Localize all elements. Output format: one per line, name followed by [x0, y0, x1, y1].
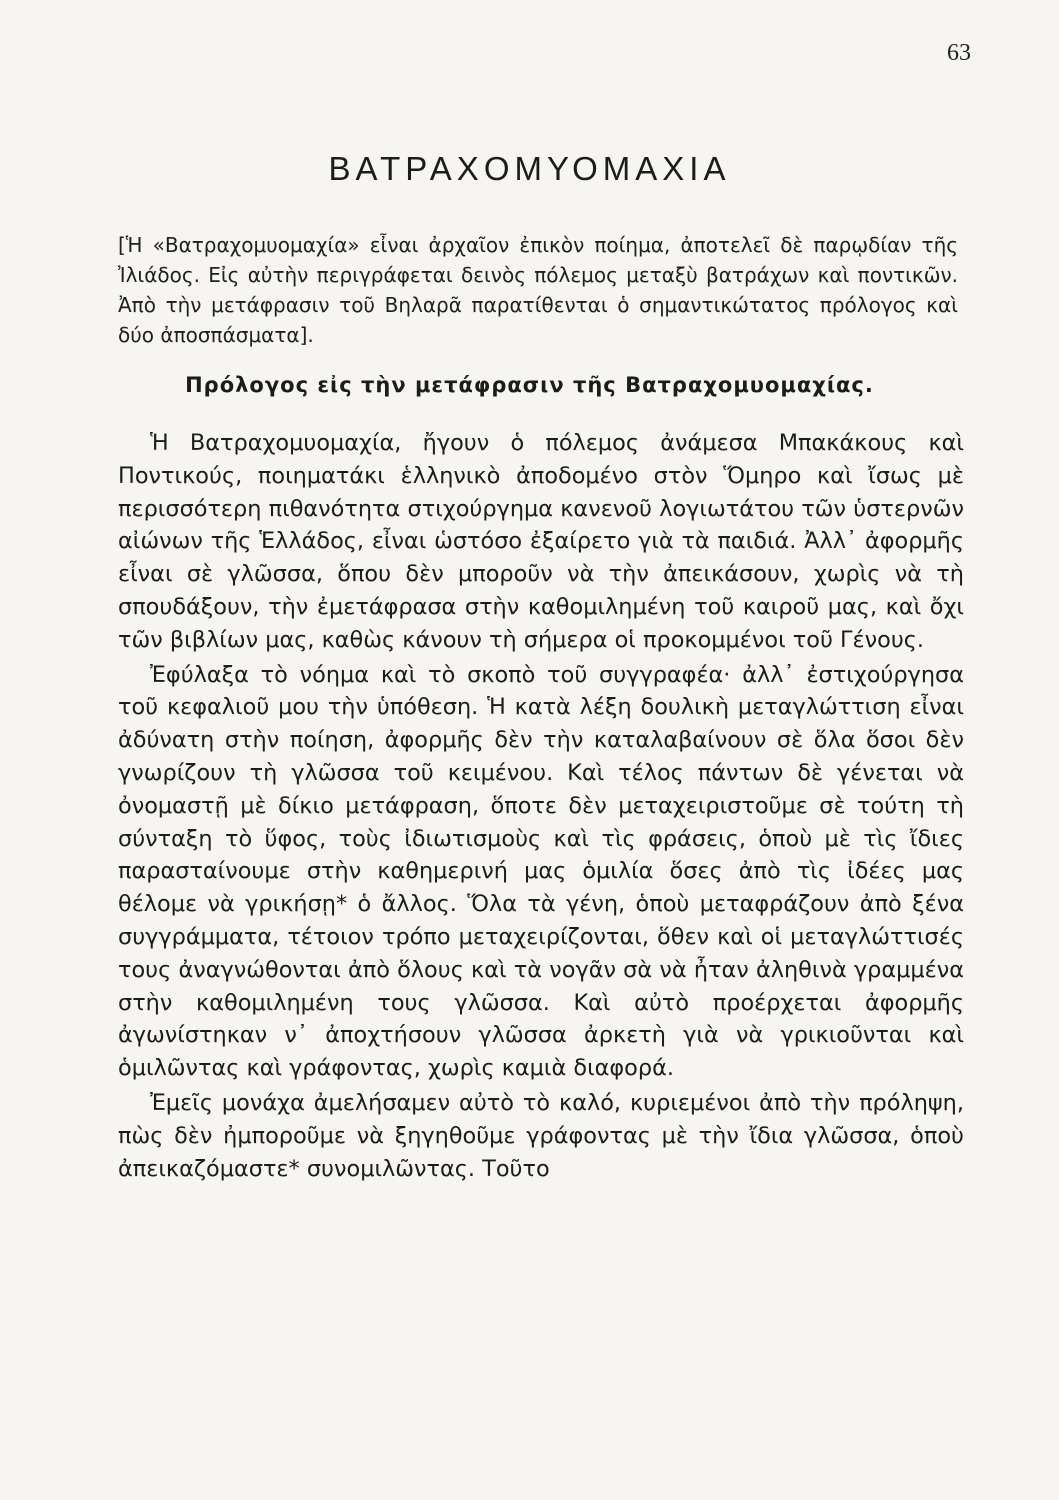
- section-heading: Πρόλογος εἰς τὴν μετάφρασιν τῆς Βατραχομυομαχίας.: [185, 373, 874, 397]
- paragraph: Ἡ Βατραχομυομαχία, ἤγουν ὁ πόλεμος ἀνάμεσα Μπακάκους καὶ Ποντικούς, ποιηματάκι ἑλληνικὸ ἀποδομένο στὸν Ὅμηρο καὶ ἴσως μὲ περισσότερη πιθανότητα στιχούργημα κανενοῦ λογιωτάτου τῶν ὑστερνῶν αἰώνων τῆς Ἑλλάδος, εἶναι ὡστόσο ἐξαίρετο γιὰ τὰ παιδιά. Ἀλλ᾽ ἀφορμῆς εἶναι σὲ γλῶσσα, ὅπου δὲν μποροῦν νὰ τὴν ἀπεικάσουν, χωρὶς νὰ τὴ σπουδάξουν, τὴν ἐμετάφρασα στὴν καθομιλημένη τοῦ καιροῦ μας, καὶ ὄχι τῶν βιβλίων μας, καθὼς κάνουν τὴ σήμερα οἱ προκομμένοι τοῦ Γένους.: [118, 430, 964, 653]
- page-number: 63: [947, 40, 971, 66]
- prologue-text: [118, 427, 964, 1187]
- editorial-introduction: [Ἡ «Βατραχομυομαχία» εἶναι ἀρχαῖον ἐπικὸν ποίημα, ἀποτελεῖ δὲ παρῳδίαν τῆς Ἰλιάδος. Εἰς αὐτὴν περιγράφεται δεινὸς πόλεμος μεταξὺ βατράχων καὶ ποντικῶν. Ἀπὸ τὴν μετάφρασιν τοῦ Βηλαρᾶ παρατίθενται ὁ σημαντικώτατος πρόλογος καὶ δύο ἀποσπάσματα].: [118, 233, 958, 347]
- page-title: ΒΑΤΡΑΧΟΜΥΟΜΑΧΙΑ: [328, 150, 731, 187]
- paragraph: Ἐμεῖς μονάχα ἀμελήσαμεν αὐτὸ τὸ καλό, κυριεμένοι ἀπὸ τὴν πρόληψη, πὼς δὲν ἠμποροῦμε νὰ ξηγηθοῦμε γράφοντας μὲ τὴν ἴδια γλῶσσα, ὁποὺ ἀπεικαζόμαστε* συνομιλῶντας. Τοῦτο: [118, 1089, 964, 1182]
- paragraph: Ἐφύλαξα τὸ νόημα καὶ τὸ σκοπὸ τοῦ συγγραφέα· ἀλλ᾽ ἐστιχούργησα τοῦ κεφαλιοῦ μου τὴν ὑπόθεση. Ἡ κατὰ λέξη δουλικὴ μεταγλώττιση εἶναι ἀδύνατη στὴν ποίηση, ἀφορμῆς δὲν τὴν καταλαβαίνουν σὲ ὅλα ὅσοι δὲν γνωρίζουν τὴ γλῶσσα τοῦ κειμένου. Καὶ τέλος πάντων δὲ γένεται νὰ ὀνομαστῇ μὲ δίκιο μετάφραση, ὅποτε δὲν μεταχειριστοῦμε σὲ τούτη τὴ σύνταξη τὸ ὕφος, τοὺς ἰδιωτισμοὺς καὶ τὶς φράσεις, ὁποὺ μὲ τὶς ἴδιες παρασταίνουμε στὴν καθημερινή μας ὁμιλία ὅσες ἀπὸ τὶς ἰδέες μας θέλομε νὰ γρικήσῃ* ὁ ἄλλος. Ὅλα τὰ γένη, ὁποὺ μεταφράζουν ἀπὸ ξένα συγγράμματα, τέτοιον τρόπο μεταχειρίζονται, ὅθεν καὶ οἱ μεταγλώττισές τους ἀναγνώθονται ἀπὸ ὅλους καὶ τὰ νογᾶν σὰ νὰ ἦταν ἀληθινὰ γραμμένα στὴν καθομιλημένη τους γλῶσσα. Καὶ αὐτὸ προέρχεται ἀφορμῆς ἀγωνίστηκαν ν᾽ ἀποχτήσουν γλῶσσα ἀρκετὴ γιὰ νὰ γρικιοῦνται καὶ ὁμιλῶντας καὶ γράφοντας, χωρὶς καμιὰ διαφορά.: [118, 661, 964, 1082]
